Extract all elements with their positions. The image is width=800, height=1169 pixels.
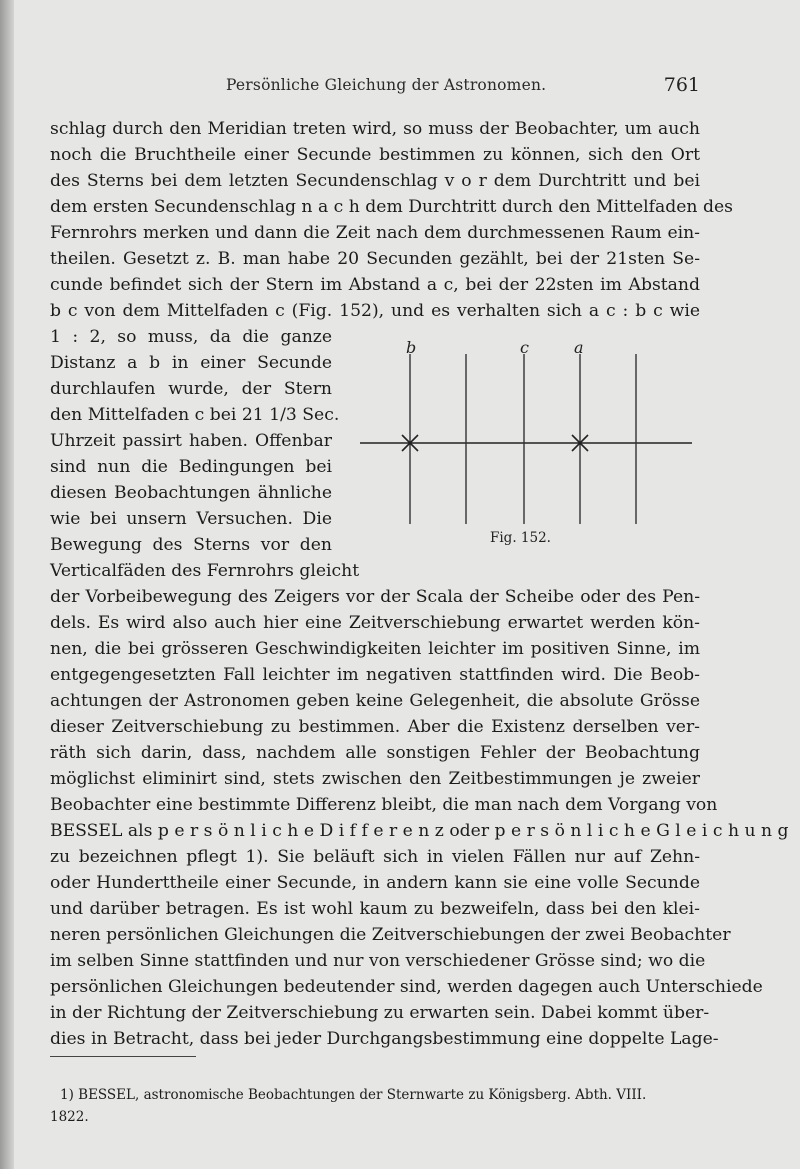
figure-label-c: c [520, 338, 529, 357]
figure-label-b: b [406, 338, 417, 357]
telescope-reticle-diagram [356, 340, 700, 530]
footnote-line: 1) BESSEL, astronomische Beobachtungen der Sternwarte zu Königsberg. Abth. VIII. [60, 1087, 647, 1103]
text-line: Beobachter eine bestimmte Differenz bleibt, die man nach dem Vorgang von [50, 795, 718, 815]
text-line: oder Hunderttheile einer Secunde, in andern kann sie eine volle Secunde [50, 873, 700, 893]
text-line: dels. Es wird also auch hier eine Zeitverschiebung erwartet werden kön- [50, 613, 700, 633]
text-line: Bewegung des Sterns vor den [50, 535, 332, 555]
text-line: den Mittelfaden c bei 21 1/3 Sec. [50, 405, 340, 425]
text-line: der Vorbeibewegung des Zeigers vor der Scala der Scheibe oder des Pen- [50, 587, 700, 607]
page-gutter-shadow [0, 0, 14, 1169]
figure-caption: Fig. 152. [490, 530, 551, 546]
text-line: b c von dem Mittelfaden c (Fig. 152), und es verhalten sich a c : b c wie [50, 301, 700, 321]
text-line: achtungen der Astronomen geben keine Gelegenheit, die absolute Grösse [50, 691, 700, 711]
text-line: theilen. Gesetzt z. B. man habe 20 Secunden gezählt, bei der 21sten Se- [50, 249, 700, 269]
text-line: Verticalfäden des Fernrohrs gleicht [50, 561, 360, 581]
text-line: wie bei unsern Versuchen. Die [50, 509, 332, 529]
page-number: 761 [663, 74, 700, 96]
text-line: cunde befindet sich der Stern im Abstand a c, bei der 22sten im Abstand [50, 275, 700, 295]
text-line: zu bezeichnen pflegt 1). Sie beläuft sich in vielen Fällen nur auf Zehn- [50, 847, 700, 867]
text-line: Distanz a b in einer Secunde [50, 353, 332, 373]
text-line: im selben Sinne stattfinden und nur von verschiedener Grösse sind; wo die [50, 951, 706, 971]
text-line: diesen Beobachtungen ähnliche [50, 483, 332, 503]
text-line: dies in Betracht, dass bei jeder Durchgangsbestimmung eine doppelte Lage- [50, 1029, 719, 1049]
running-title: Persönliche Gleichung der Astronomen. [226, 76, 547, 94]
footnote-line: 1822. [50, 1109, 89, 1125]
text-line: neren persönlichen Gleichungen die Zeitverschiebungen der zwei Beobachter [50, 925, 731, 945]
text-line: möglichst eliminirt sind, stets zwischen den Zeitbestimmungen je zweier [50, 769, 700, 789]
text-line: sind nun die Bedingungen bei [50, 457, 332, 477]
text-line: Uhrzeit passirt haben. Offenbar [50, 431, 332, 451]
text-line: dem ersten Secundenschlag n a c h dem Durchtritt durch den Mittelfaden des [50, 197, 733, 217]
text-line: noch die Bruchtheile einer Secunde bestimmen zu können, sich den Ort [50, 145, 700, 165]
text-line: nen, die bei grösseren Geschwindigkeiten leichter im positiven Sinne, im [50, 639, 700, 659]
text-line: und darüber betragen. Es ist wohl kaum zu bezweifeln, dass bei den klei- [50, 899, 700, 919]
text-line: BESSEL als p e r s ö n l i c h e D i f f e r e n z oder p e r s ö n l i c h e G l e i c h u n g [50, 821, 789, 841]
figure-label-a: a [574, 338, 584, 357]
running-header [0, 74, 800, 104]
text-line: des Sterns bei dem letzten Secundenschlag v o r dem Durchtritt und bei [50, 171, 700, 191]
text-line: persönlichen Gleichungen bedeutender sind, werden dagegen auch Unterschiede [50, 977, 763, 997]
text-line: Fernrohrs merken und dann die Zeit nach dem durchmessenen Raum ein- [50, 223, 700, 243]
text-line: räth sich darin, dass, nachdem alle sonstigen Fehler der Beobachtung [50, 743, 700, 763]
text-line: in der Richtung der Zeitverschiebung zu erwarten sein. Dabei kommt über- [50, 1003, 710, 1023]
footnote-separator [50, 1056, 196, 1057]
figure-152 [356, 340, 700, 555]
text-line: 1 : 2, so muss, da die ganze [50, 327, 332, 347]
text-line: durchlaufen wurde, der Stern [50, 379, 332, 399]
text-line: schlag durch den Meridian treten wird, so muss der Beobachter, um auch [50, 119, 700, 139]
text-line: entgegengesetzten Fall leichter im negativen stattfinden wird. Die Beob- [50, 665, 700, 685]
text-line: dieser Zeitverschiebung zu bestimmen. Aber die Existenz derselben ver- [50, 717, 700, 737]
